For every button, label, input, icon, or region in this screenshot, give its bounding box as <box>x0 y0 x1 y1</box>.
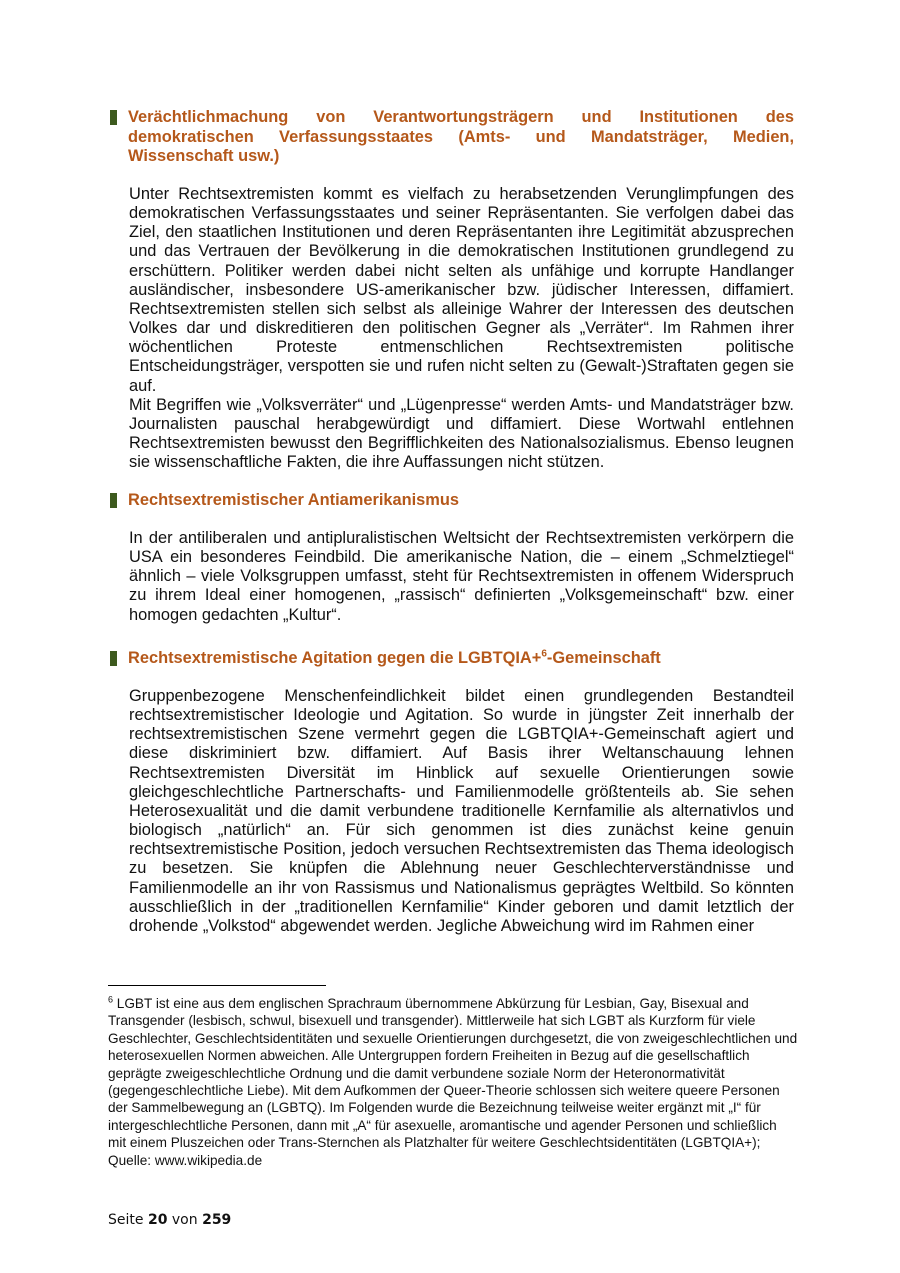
section-heading-antiamericanism <box>110 491 794 511</box>
total-pages: 259 <box>202 1212 232 1228</box>
section-heading-disparagement <box>110 108 794 167</box>
footnote-reference[interactable]: 6 <box>541 648 547 660</box>
body-paragraph: Gruppenbezogene Menschenfeindlichkeit bildet einen grundlegenden Bestandteil rechtsextremistischer Ideologie und Agitation. So wurde in jüngster Zeit innerhalb der rechtsextremistischen Szene vermehrt gegen die LGBTQIA+-Gemeinschaft agiert und diese diskriminiert bzw. diffamiert. Auf Basis ihrer Weltanschauung lehnen Rechtsextremisten Diversität im Hinblick auf sexuelle Orientierungen sowie gleichgeschlechtliche Partnerschafts- und Familienmodelle größtenteils ab. Sie sehen Heterosexualität und die damit verbundene traditionelle Kernfamilie als alternativlos und biologisch „natürlich“ an. Für sich genommen ist dies zunächst keine genuin rechtsextremistische Position, jedoch versuchen Rechtsextremisten das Thema ideologisch zu besetzen. Sie knüpfen die Ablehnung neuer Geschlechterverständnisse und Familienmodelle an ihr von Rassismus und Nationalismus geprägtes Weltbild. So könnten ausschließlich in der „traditionellen Kernfamilie“ Kinder geboren und damit letztlich der drohende „Volkstod“ abgewendet werden. Jegliche Abweichung wird im Rahmen einer <box>129 687 794 935</box>
footnote-separator <box>108 985 326 986</box>
heading-bullet-marker <box>110 110 117 125</box>
footnote-number: 6 <box>108 994 114 1005</box>
page-number: Seite 20 von 259 <box>108 1212 232 1228</box>
heading-bullet-marker <box>110 651 117 666</box>
footnote-text: LGBT ist eine aus dem englischen Sprachraum übernommene Abkürzung für Lesbian, Gay, Bisexual and Transgender (lesbisch, schwul, bisexuell und transgender). Mittlerweile hat sich LGBT als Kurzform für viele Geschlechter, Geschlechtsidentitäten und sexuelle Orientierungen durchgesetzt, die von zweigeschlechtlichen und heterosexuellen Normen abweichen. Alle Untergruppen fordern Freiheiten in Bezug auf die gesellschaftlich geprägte zweigeschlechtliche Ordnung und die damit verbundene soziale Norm der Heteronormativität (gegengeschlechtliche Liebe). Mit dem Aufkommen der Queer-Theorie schlossen sich weitere queere Personen der Sammelbewegung an (LGBTQ). Im Folgenden wurde die Bezeichnung teilweise weiter ergänzt mit „I“ für intergeschlechtliche Personen, dann mit „A“ für asexuelle, aromantische und agender Personen und schließlich mit einem Pluszeichen oder Trans-Sternchen als Platzhalter für weitere Geschlechtsidentitäten (LGBTQIA+); Quelle: www.wikipedia.de <box>108 996 798 1168</box>
body-paragraph: Unter Rechtsextremisten kommt es vielfach zu herabsetzenden Verunglimpfungen des demokratischen Verfassungsstaates und seiner Repräsentanten. Sie verfolgen dabei das Ziel, den staatlichen Institutionen und deren Repräsentanten ihre Legitimität abzusprechen und das Vertrauen der Bevölkerung in die demokratischen Institutionen grundlegend zu erschüttern. Politiker werden dabei nicht selten als unfähige und korrupte Handlanger ausländischer, insbesondere US-amerikanischer bzw. jüdischer Interessen, diffamiert. Rechtsextremisten stellen sich selbst als alleinige Wahrer der Interessen des deutschen Volkes dar und diskreditieren den politischen Gegner als „Verräter“. Im Rahmen ihrer wöchentlichen Proteste entmenschlichen Rechtsextremisten politische Entscheidungsträger, verspotten sie und rufen nicht selten zu (Gewalt-)Straftaten gegen sie auf. <box>129 185 794 395</box>
body-paragraph: Mit Begriffen wie „Volksverräter“ und „Lügenpresse“ werden Amts- und Mandatsträger bzw. Journalisten pauschal herabgewürdigt und diffamiert. Diese Wortwahl entlehnen Rechtsextremisten bewusst den Begrifflichkeiten des Nationalsozialismus. Ebenso leugnen sie wissenschaftliche Fakten, die ihre Auffassungen nicht stützen. <box>129 396 794 472</box>
section-heading-text: Verächtlichmachung von Verantwortungsträgern und Institutionen des demokratischen Verfassungsstaates (Amts- und Mandatsträger, Medien, Wissenschaft usw.) <box>128 108 794 165</box>
footnote <box>108 995 798 1169</box>
section-heading-lgbtqia <box>110 649 794 669</box>
body-paragraph: In der antiliberalen und antipluralistischen Weltsicht der Rechtsextremisten verkörpern die USA ein besonderes Feindbild. Die amerikanische Nation, die – einem „Schmelztiegel“ ähnlich – viele Volksgruppen umfasst, steht für Rechtsextremisten in offenem Widerspruch zu ihrem Ideal einer homogenen, „rassisch“ definierten „Volksgemeinschaft“ bzw. einer homogen gedachten „Kultur“. <box>129 529 794 624</box>
section-heading-text: Rechtsextremistischer Antiamerikanismus <box>128 491 459 509</box>
heading-bullet-marker <box>110 493 117 508</box>
section-heading-text: Rechtsextremistische Agitation gegen die LGBTQIA+$^6$-Gemeinschaft <box>128 648 661 667</box>
current-page: 20 <box>147 1212 168 1228</box>
